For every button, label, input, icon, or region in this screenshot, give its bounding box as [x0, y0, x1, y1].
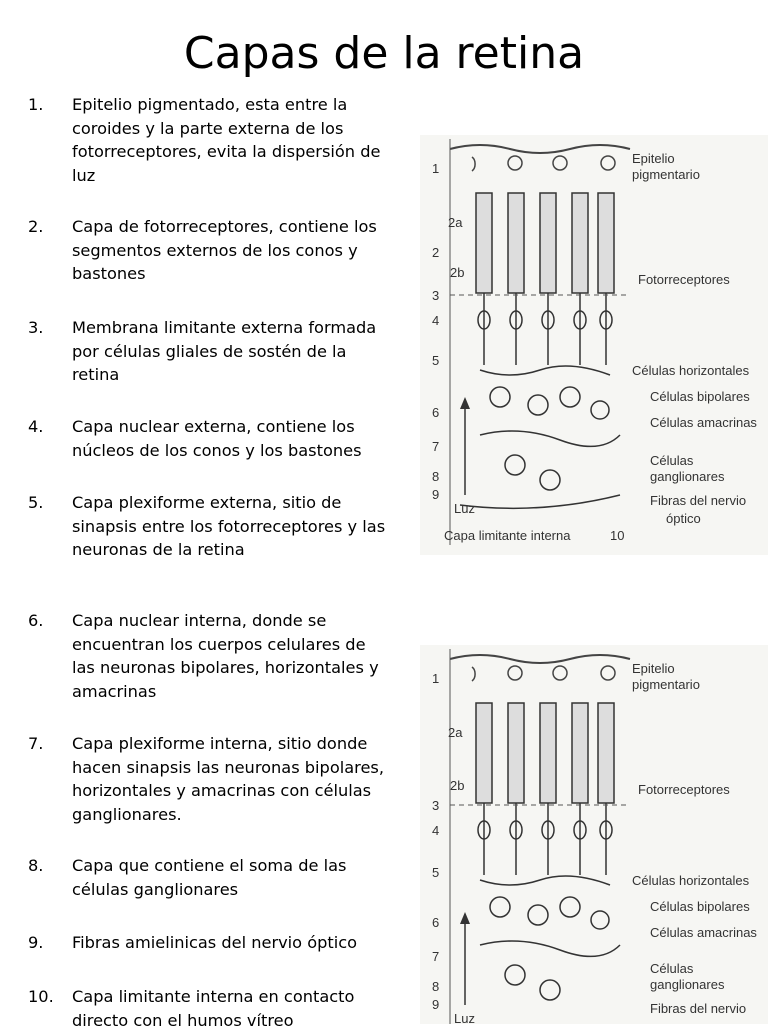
label-optico: óptico [666, 511, 701, 526]
layer-number: 9 [432, 487, 440, 502]
item-number: 1. [28, 95, 44, 114]
label-fotorreceptores: Fotorreceptores [638, 272, 730, 287]
light-arrow-head [460, 912, 470, 924]
item-number: 5. [28, 493, 44, 512]
layer-number: 1 [432, 671, 440, 686]
photoreceptor-cells [476, 703, 614, 875]
epithelium-edge [450, 655, 630, 663]
layer-number: 3 [432, 288, 440, 303]
page-title: Capas de la retina [183, 28, 585, 79]
label-limitante: Capa limitante interna [444, 528, 571, 543]
label-pigmentario: pigmentario [632, 167, 700, 182]
layer-number: 2a [448, 215, 463, 230]
item-number: 10. [28, 987, 54, 1006]
layer-number: 1 [432, 161, 440, 176]
label-luz: Luz [454, 501, 475, 516]
item-text: Fibras amielinicas del nervio óptico [72, 933, 358, 952]
item-number: 7. [28, 734, 44, 753]
retina-diagram-bottom [420, 645, 768, 1024]
layer-number: 2 [432, 245, 440, 260]
label-luz: Luz [454, 1011, 475, 1024]
pigment-cells [472, 666, 615, 681]
label-limitante-num: 10 [610, 528, 625, 543]
item-number: 4. [28, 417, 44, 436]
layer-number: 2a [448, 725, 463, 740]
label-ganglionares-1: Células [650, 961, 694, 976]
layer-number: 6 [432, 915, 440, 930]
label-amacrinas: Células amacrinas [650, 925, 757, 940]
label-ganglionares-2: ganglionares [650, 977, 725, 992]
pigment-cells [472, 156, 615, 171]
retina-diagram-top [420, 135, 768, 555]
label-horizontales: Células horizontales [632, 363, 750, 378]
item-number: 8. [28, 856, 44, 875]
retina-diagram-svg [420, 645, 768, 1024]
layer-number: 2b [450, 778, 465, 793]
item-number: 2. [28, 217, 44, 236]
label-epitelio: Epitelio [632, 151, 675, 166]
light-arrow-head [460, 397, 470, 409]
label-ganglionares-1: Células [650, 453, 694, 468]
retina-diagram-svg [420, 135, 768, 555]
label-pigmentario: pigmentario [632, 677, 700, 692]
label-fotorreceptores: Fotorreceptores [638, 782, 730, 797]
item-number: 9. [28, 933, 44, 952]
layer-number: 9 [432, 997, 440, 1012]
epithelium-edge [450, 145, 630, 153]
label-fibras: Fibras del nervio [650, 1001, 747, 1016]
inner-neurons [460, 366, 620, 508]
layer-number: 6 [432, 405, 440, 420]
item-number: 3. [28, 318, 44, 337]
layer-number: 7 [432, 439, 440, 454]
label-horizontales: Células horizontales [632, 873, 750, 888]
item-text: Capa que contiene el soma de las células ganglionares [72, 856, 347, 899]
layer-number: 5 [432, 353, 440, 368]
item-text: Capa nuclear externa, contiene los núcleos de los conos y los bastones [72, 417, 362, 460]
layer-number: 2b [450, 265, 465, 280]
item-text: Capa plexiforme externa, sitio de sinapsis entre los fotorreceptores y las neuronas de la retina [72, 493, 386, 559]
item-text: Epitelio pigmentado, esta entre la coroides y la parte externa de los fotorreceptores, evita la dispersión de luz [72, 95, 381, 185]
layer-number: 8 [432, 979, 440, 994]
label-bipolares: Células bipolares [650, 899, 750, 914]
item-text: Capa plexiforme interna, sitio donde hacen sinapsis las neuronas bipolares, horizontales y amacrinas con células ganglionares. [72, 734, 384, 824]
label-bipolares: Células bipolares [650, 389, 750, 404]
label-epitelio: Epitelio [632, 661, 675, 676]
layer-number: 8 [432, 469, 440, 484]
layer-number: 7 [432, 949, 440, 964]
inner-neurons [480, 876, 620, 1000]
item-text: Capa limitante interna en contacto directo con el humos vítreo [72, 987, 355, 1030]
label-fibras: Fibras del nervio [650, 493, 747, 508]
item-number: 6. [28, 611, 44, 630]
layer-number: 4 [432, 313, 440, 328]
layer-number: 3 [432, 798, 440, 813]
layer-number: 4 [432, 823, 440, 838]
label-ganglionares-2: ganglionares [650, 469, 725, 484]
photoreceptor-cells [476, 193, 614, 365]
item-text: Membrana limitante externa formada por células gliales de sostén de la retina [72, 318, 377, 384]
layer-number: 5 [432, 865, 440, 880]
label-amacrinas: Células amacrinas [650, 415, 757, 430]
item-text: Capa nuclear interna, donde se encuentran los cuerpos celulares de las neuronas bipolares, horizontales y amacrinas [72, 611, 379, 701]
item-text: Capa de fotorreceptores, contiene los segmentos externos de los conos y bastones [72, 217, 377, 283]
